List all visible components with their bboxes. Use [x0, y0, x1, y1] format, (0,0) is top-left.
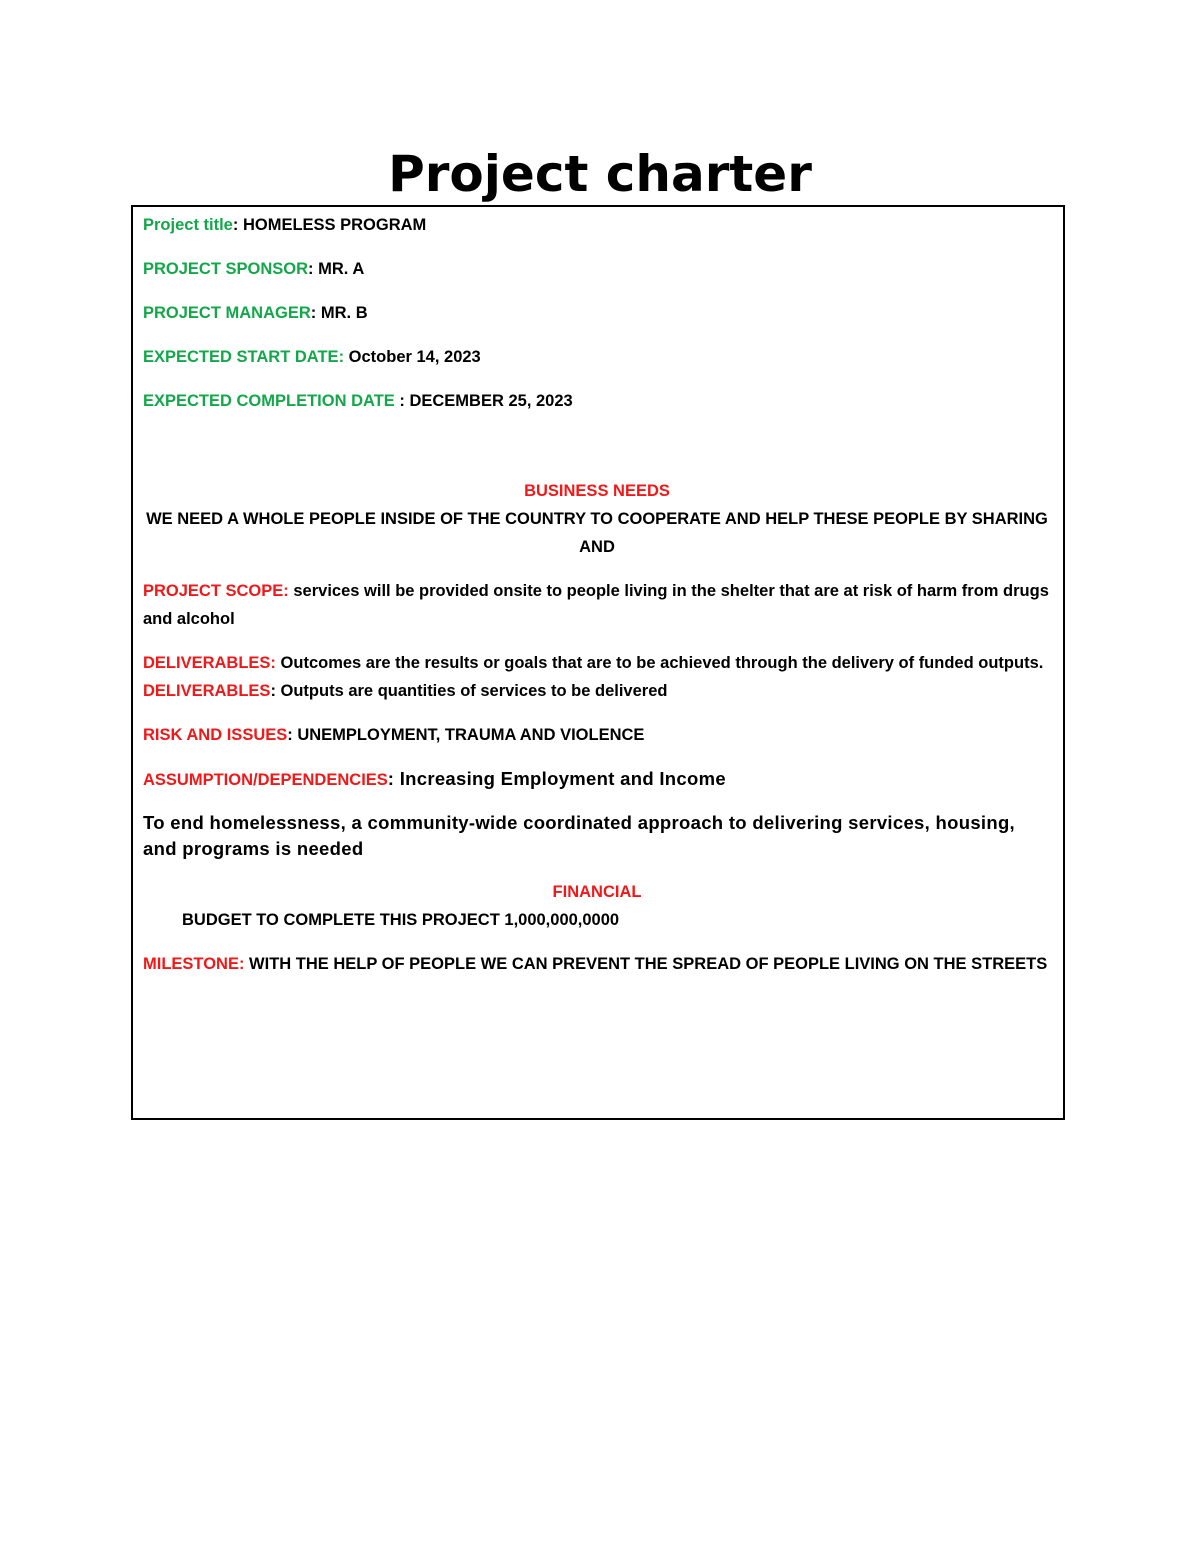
charter-content — [143, 211, 1051, 994]
field-label: EXPECTED COMPLETION DATE — [143, 392, 395, 410]
field-value: MR. B — [320, 304, 368, 322]
field-value: HOMELESS PROGRAM — [242, 216, 427, 234]
section-text: : Outputs are quantities of services to be delivered — [270, 682, 668, 700]
field-manager — [143, 299, 1051, 327]
section-label: DELIVERABLES: — [143, 654, 276, 672]
section-text: services will be provided onsite to people living in the shelter that are at risk of harm from drugs and alcohol — [143, 582, 1049, 628]
field-colon: : — [308, 260, 319, 278]
field-project-title — [143, 211, 1051, 239]
field-label: Project title — [143, 216, 233, 234]
business-needs-text: WE NEED A WHOLE PEOPLE INSIDE OF THE COUNTRY TO COOPERATE AND HELP THESE PEOPLE BY SHARING AND — [146, 510, 1048, 556]
approach-text: To end homelessness, a community-wide coordinated approach to delivering services, housing, and programs is needed — [143, 812, 1015, 859]
milestone — [143, 950, 1051, 978]
financial-heading — [143, 878, 1051, 906]
risk-and-issues — [143, 721, 1051, 749]
field-value: October 14, 2023 — [348, 348, 481, 366]
section-label: MILESTONE: — [143, 955, 245, 973]
field-start-date — [143, 343, 1051, 371]
charter-box — [131, 205, 1065, 1120]
section-text: : UNEMPLOYMENT, TRAUMA AND VIOLENCE — [287, 726, 645, 744]
section-text: : Increasing Employment and Income — [387, 768, 726, 789]
section-text: Outcomes are the results or goals that are to be achieved through the delivery of funded outputs. — [280, 654, 1044, 672]
field-label: PROJECT SPONSOR — [143, 260, 309, 278]
section-heading: BUSINESS NEEDS — [524, 482, 670, 500]
deliverable-item — [143, 649, 1051, 677]
field-colon: : — [310, 304, 321, 322]
business-needs-heading — [143, 477, 1051, 505]
page-title: Project charter — [388, 145, 812, 203]
financial-text: BUDGET TO COMPLETE THIS PROJECT 1,000,000,0000 — [182, 911, 620, 929]
section-label: ASSUMPTION/DEPENDENCIES — [143, 771, 388, 789]
field-label: EXPECTED START DATE: — [143, 348, 345, 366]
field-value: : DECEMBER 25, 2023 — [399, 392, 573, 410]
field-sponsor — [143, 255, 1051, 283]
field-completion-date — [143, 387, 1051, 415]
project-scope — [143, 577, 1051, 633]
deliverable-item — [143, 677, 1051, 705]
field-colon: : — [232, 216, 243, 234]
assumption-dependencies — [143, 765, 1051, 794]
section-label: DELIVERABLES — [143, 682, 271, 700]
section-text: WITH THE HELP OF PEOPLE WE CAN PREVENT THE SPREAD OF PEOPLE LIVING ON THE STREETS — [249, 955, 1048, 973]
section-heading: FINANCIAL — [552, 883, 642, 901]
section-label: PROJECT SCOPE: — [143, 582, 289, 600]
section-label: RISK AND ISSUES — [143, 726, 288, 744]
field-value: MR. A — [318, 260, 365, 278]
field-label: PROJECT MANAGER — [143, 304, 311, 322]
